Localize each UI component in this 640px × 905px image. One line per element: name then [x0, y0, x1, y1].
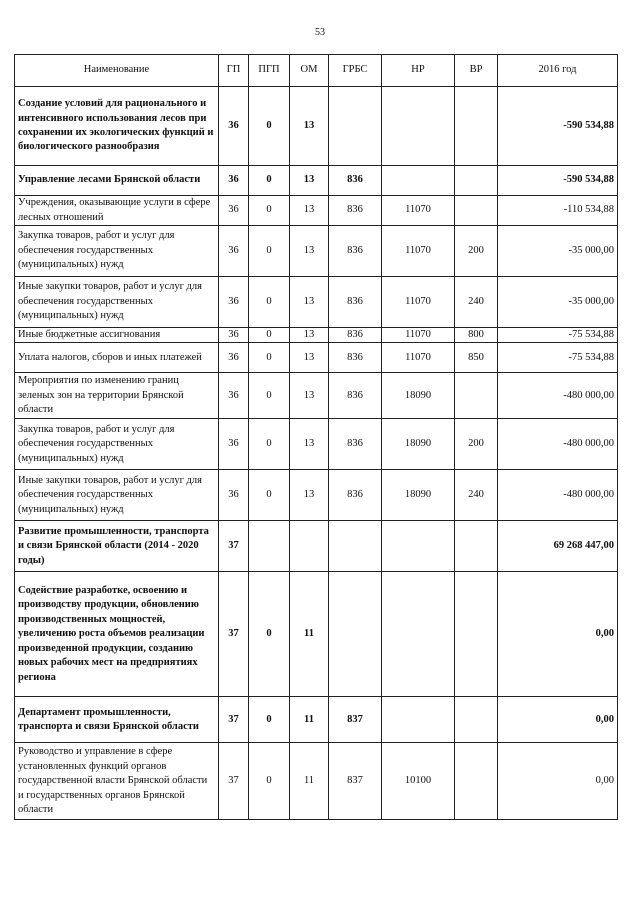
budget-table	[14, 54, 618, 820]
row-om-cell: 13	[290, 277, 329, 328]
row-om-cell: 13	[290, 419, 329, 470]
row-name-cell: Учреждения, оказывающие услуги в сфере лесных отношений	[15, 196, 219, 226]
table-row	[15, 572, 618, 697]
row-gp-cell: 36	[219, 328, 249, 343]
row-pgp-cell	[249, 521, 290, 572]
row-grbs-cell: 836	[329, 277, 382, 328]
row-grbs-cell: 836	[329, 419, 382, 470]
row-grbs-cell: 836	[329, 166, 382, 196]
table-header-row	[15, 55, 618, 87]
row-name-cell: Развитие промышленности, транспорта и связи Брянской области (2014 - 2020 годы)	[15, 521, 219, 572]
row-name-cell: Уплата налогов, сборов и иных платежей	[15, 343, 219, 373]
row-amount-cell: -480 000,00	[498, 470, 618, 521]
row-grbs-cell: 837	[329, 743, 382, 820]
row-name-cell: Иные закупки товаров, работ и услуг для обеспечения государственных (муниципальных) нужд	[15, 470, 219, 521]
row-amount-cell: -75 534,88	[498, 343, 618, 373]
row-vr-cell: 240	[455, 470, 498, 521]
row-vr-cell	[455, 196, 498, 226]
row-name-cell: Руководство и управление в сфере установленных функций органов государственной власти Брянской области и государственных органов Брянской области	[15, 743, 219, 820]
row-name-cell: Создание условий для рационального и интенсивного использования лесов при сохранении их экологических функций и биологического разнообразия	[15, 87, 219, 166]
row-name-cell: Закупка товаров, работ и услуг для обеспечения государственных (муниципальных) нужд	[15, 419, 219, 470]
row-amount-cell: -590 534,88	[498, 87, 618, 166]
table-row	[15, 166, 618, 196]
row-nr-cell: 18090	[382, 419, 455, 470]
row-amount-cell: 69 268 447,00	[498, 521, 618, 572]
row-amount-cell: -35 000,00	[498, 226, 618, 277]
row-gp-cell: 37	[219, 521, 249, 572]
row-gp-cell: 36	[219, 196, 249, 226]
row-om-cell: 13	[290, 343, 329, 373]
row-nr-cell: 18090	[382, 470, 455, 521]
table-row	[15, 470, 618, 521]
row-pgp-cell: 0	[249, 343, 290, 373]
row-name-cell: Мероприятия по изменению границ зеленых зон на территории Брянской области	[15, 373, 219, 419]
row-name-cell: Департамент промышленности, транспорта и связи Брянской области	[15, 697, 219, 743]
row-amount-cell: 0,00	[498, 697, 618, 743]
row-name-cell: Иные закупки товаров, работ и услуг для обеспечения государственных (муниципальных) нужд	[15, 277, 219, 328]
row-pgp-cell: 0	[249, 470, 290, 521]
row-nr-cell: 11070	[382, 226, 455, 277]
row-amount-cell: 0,00	[498, 572, 618, 697]
row-gp-cell: 36	[219, 277, 249, 328]
row-pgp-cell: 0	[249, 87, 290, 166]
table-row	[15, 196, 618, 226]
row-nr-cell	[382, 572, 455, 697]
row-grbs-cell: 836	[329, 343, 382, 373]
row-gp-cell: 36	[219, 226, 249, 277]
table-row	[15, 419, 618, 470]
row-pgp-cell: 0	[249, 328, 290, 343]
row-vr-cell	[455, 572, 498, 697]
row-gp-cell: 37	[219, 572, 249, 697]
row-gp-cell: 36	[219, 87, 249, 166]
row-om-cell: 13	[290, 373, 329, 419]
row-grbs-cell: 836	[329, 373, 382, 419]
column-header-vr: ВР	[455, 55, 498, 87]
column-header-gp: ГП	[219, 55, 249, 87]
row-amount-cell: -110 534,88	[498, 196, 618, 226]
row-grbs-cell: 836	[329, 226, 382, 277]
table-row	[15, 87, 618, 166]
table-row	[15, 277, 618, 328]
row-vr-cell	[455, 521, 498, 572]
column-header-om: ОМ	[290, 55, 329, 87]
row-amount-cell: 0,00	[498, 743, 618, 820]
row-pgp-cell: 0	[249, 373, 290, 419]
row-om-cell: 13	[290, 226, 329, 277]
row-nr-cell: 18090	[382, 373, 455, 419]
row-amount-cell: -75 534,88	[498, 328, 618, 343]
row-om-cell: 11	[290, 572, 329, 697]
row-vr-cell	[455, 166, 498, 196]
row-pgp-cell: 0	[249, 697, 290, 743]
table-row	[15, 743, 618, 820]
row-nr-cell	[382, 166, 455, 196]
row-gp-cell: 36	[219, 166, 249, 196]
row-nr-cell	[382, 697, 455, 743]
row-pgp-cell: 0	[249, 277, 290, 328]
table-row	[15, 697, 618, 743]
row-name-cell: Управление лесами Брянской области	[15, 166, 219, 196]
row-grbs-cell: 836	[329, 196, 382, 226]
row-name-cell: Иные бюджетные ассигнования	[15, 328, 219, 343]
row-vr-cell	[455, 373, 498, 419]
row-amount-cell: -590 534,88	[498, 166, 618, 196]
row-vr-cell: 850	[455, 343, 498, 373]
row-name-cell: Содействие разработке, освоению и производству продукции, обновлению производственных мощностей, увеличению роста объемов реализации произведенной продукции, созданию новых рабочих мест на предприятиях региона	[15, 572, 219, 697]
row-om-cell: 11	[290, 743, 329, 820]
row-gp-cell: 36	[219, 343, 249, 373]
row-grbs-cell: 836	[329, 328, 382, 343]
row-pgp-cell: 0	[249, 166, 290, 196]
table-row	[15, 328, 618, 343]
table-row	[15, 343, 618, 373]
row-amount-cell: -480 000,00	[498, 373, 618, 419]
row-nr-cell: 11070	[382, 343, 455, 373]
row-om-cell: 13	[290, 196, 329, 226]
column-header-grbs: ГРБС	[329, 55, 382, 87]
row-om-cell: 13	[290, 166, 329, 196]
row-vr-cell	[455, 87, 498, 166]
row-gp-cell: 36	[219, 470, 249, 521]
row-om-cell: 13	[290, 87, 329, 166]
row-vr-cell: 800	[455, 328, 498, 343]
table-row	[15, 226, 618, 277]
row-om-cell: 11	[290, 697, 329, 743]
row-grbs-cell	[329, 87, 382, 166]
row-nr-cell	[382, 521, 455, 572]
row-pgp-cell: 0	[249, 226, 290, 277]
row-gp-cell: 37	[219, 697, 249, 743]
row-pgp-cell: 0	[249, 196, 290, 226]
row-nr-cell: 11070	[382, 328, 455, 343]
row-om-cell	[290, 521, 329, 572]
row-amount-cell: -35 000,00	[498, 277, 618, 328]
row-nr-cell: 10100	[382, 743, 455, 820]
column-header-nr: НР	[382, 55, 455, 87]
row-nr-cell	[382, 87, 455, 166]
row-om-cell: 13	[290, 328, 329, 343]
row-gp-cell: 37	[219, 743, 249, 820]
row-gp-cell: 36	[219, 373, 249, 419]
row-gp-cell: 36	[219, 419, 249, 470]
row-pgp-cell: 0	[249, 572, 290, 697]
row-vr-cell	[455, 743, 498, 820]
row-grbs-cell	[329, 572, 382, 697]
table-row	[15, 521, 618, 572]
page-number: 53	[315, 27, 325, 38]
row-vr-cell: 200	[455, 226, 498, 277]
column-header-amount: 2016 год	[498, 55, 618, 87]
row-grbs-cell: 837	[329, 697, 382, 743]
row-amount-cell: -480 000,00	[498, 419, 618, 470]
row-vr-cell: 240	[455, 277, 498, 328]
row-om-cell: 13	[290, 470, 329, 521]
row-name-cell: Закупка товаров, работ и услуг для обеспечения государственных (муниципальных) нужд	[15, 226, 219, 277]
row-pgp-cell: 0	[249, 743, 290, 820]
row-nr-cell: 11070	[382, 196, 455, 226]
column-header-name: Наименование	[15, 55, 219, 87]
row-nr-cell: 11070	[382, 277, 455, 328]
row-vr-cell	[455, 697, 498, 743]
row-pgp-cell: 0	[249, 419, 290, 470]
table-row	[15, 373, 618, 419]
row-vr-cell: 200	[455, 419, 498, 470]
row-grbs-cell: 836	[329, 470, 382, 521]
column-header-pgp: ПГП	[249, 55, 290, 87]
row-grbs-cell	[329, 521, 382, 572]
